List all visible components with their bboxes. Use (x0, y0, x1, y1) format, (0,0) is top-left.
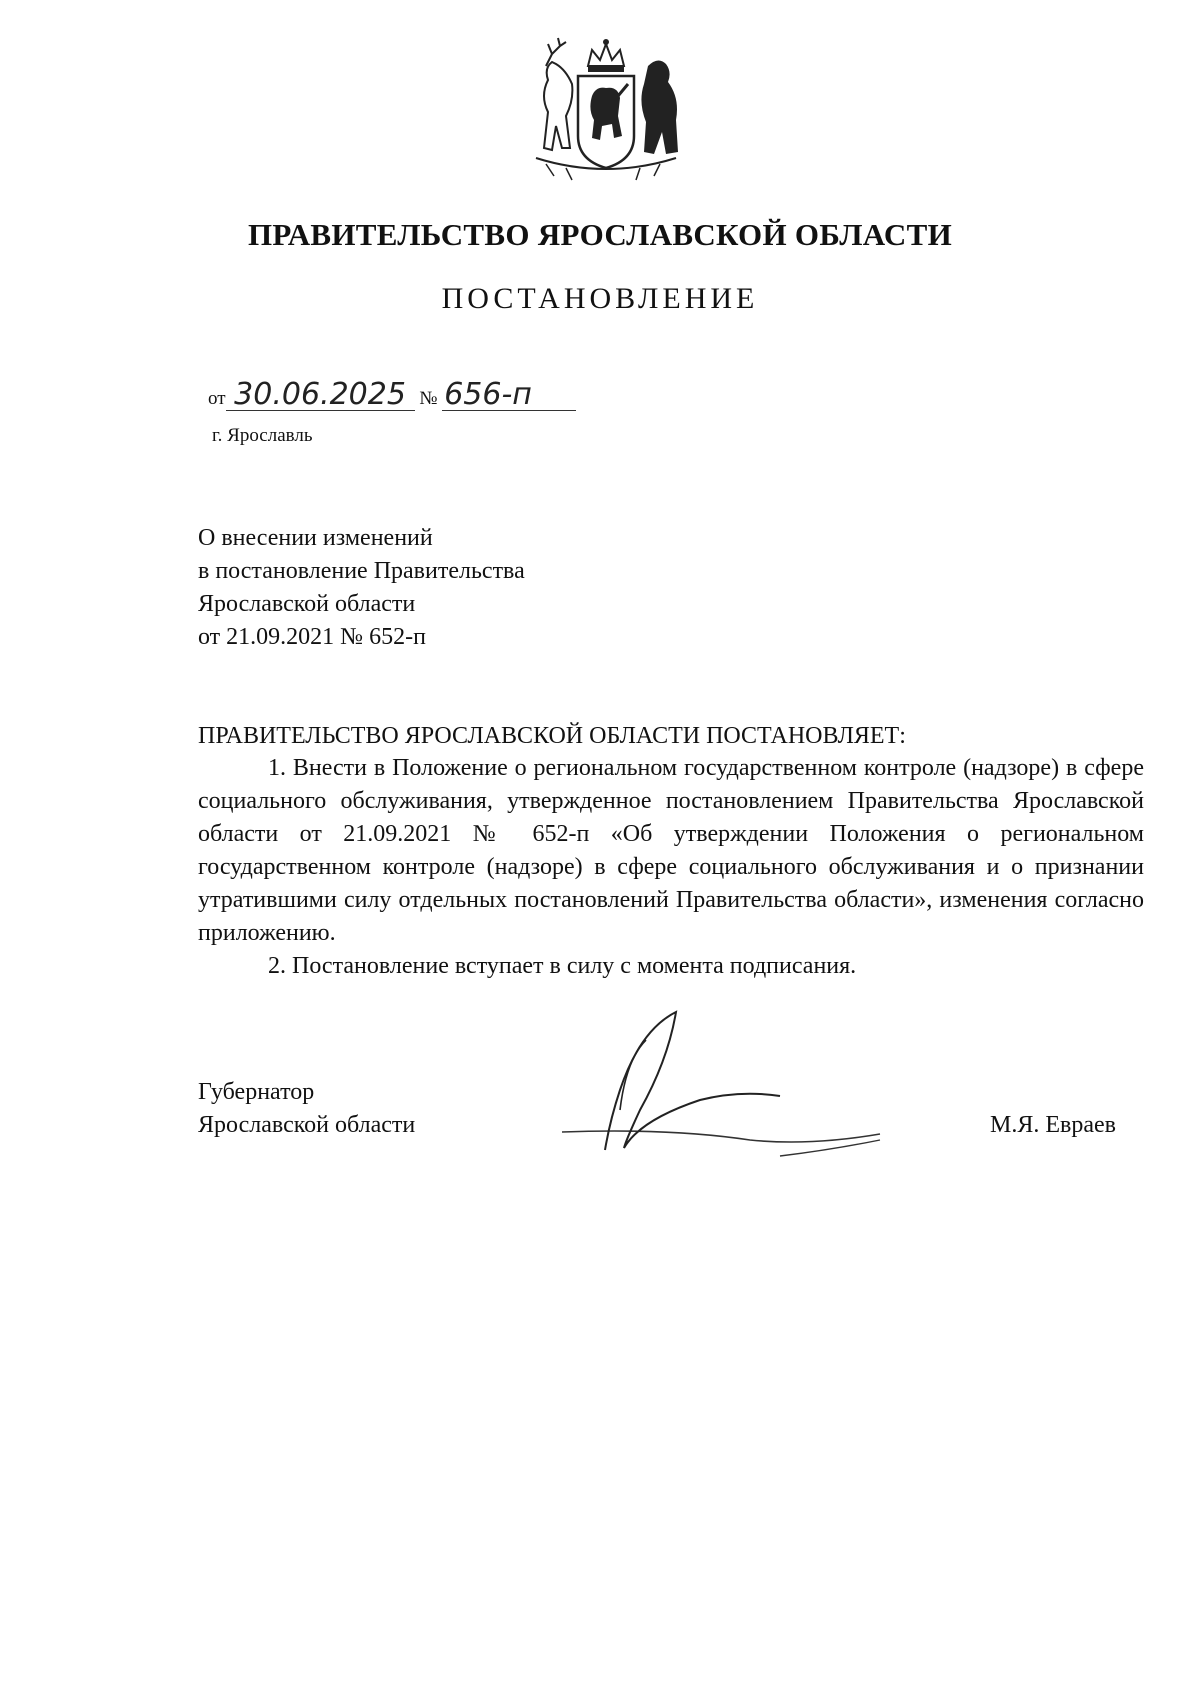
subject-line: О внесении изменений (198, 525, 433, 551)
coat-of-arms-icon (526, 36, 686, 186)
clause-1: 1. Внести в Положение о региональном государственном контроле (надзоре) в сфере социального обслуживания, утвержденное постановлением Правительства Ярославской области от 21.09.2021 № 652-п «Об утверждении Положения о региональном государственном контроле (надзоре) в сфере социального обслуживания и о признании утратившими силу отдельных постановлений Правительства области», изменения согласно приложению. (198, 755, 1144, 946)
number-prefix: № (419, 388, 438, 409)
handwritten-signature (550, 1000, 930, 1180)
date-prefix: от (208, 388, 226, 409)
organization-title: ПРАВИТЕЛЬСТВО ЯРОСЛАВСКОЙ ОБЛАСТИ (248, 217, 952, 252)
document-type: ПОСТАНОВЛЕНИЕ (441, 282, 759, 315)
signer-role-line: Губернатор (198, 1079, 315, 1105)
subject-block (198, 522, 525, 654)
number-value: 656-п (442, 380, 576, 411)
registration-line (208, 377, 576, 412)
subject-line: в постановление Правительства (198, 558, 525, 584)
subject-line: Ярославской области (198, 591, 416, 617)
clause-2: 2. Постановление вступает в силу с момента подписания. (268, 953, 857, 979)
signer-role (198, 1076, 415, 1142)
signer-name: М.Я. Евраев (990, 1112, 1116, 1138)
signer-role-line: Ярославской области (198, 1112, 416, 1138)
subject-line: от 21.09.2021 № 652-п (198, 624, 426, 650)
decree-heading: ПРАВИТЕЛЬСТВО ЯРОСЛАВСКОЙ ОБЛАСТИ ПОСТАНОВЛЯЕТ: (198, 723, 906, 749)
date-value: 30.06.2025 (226, 380, 415, 411)
city: г. Ярославль (212, 425, 313, 446)
